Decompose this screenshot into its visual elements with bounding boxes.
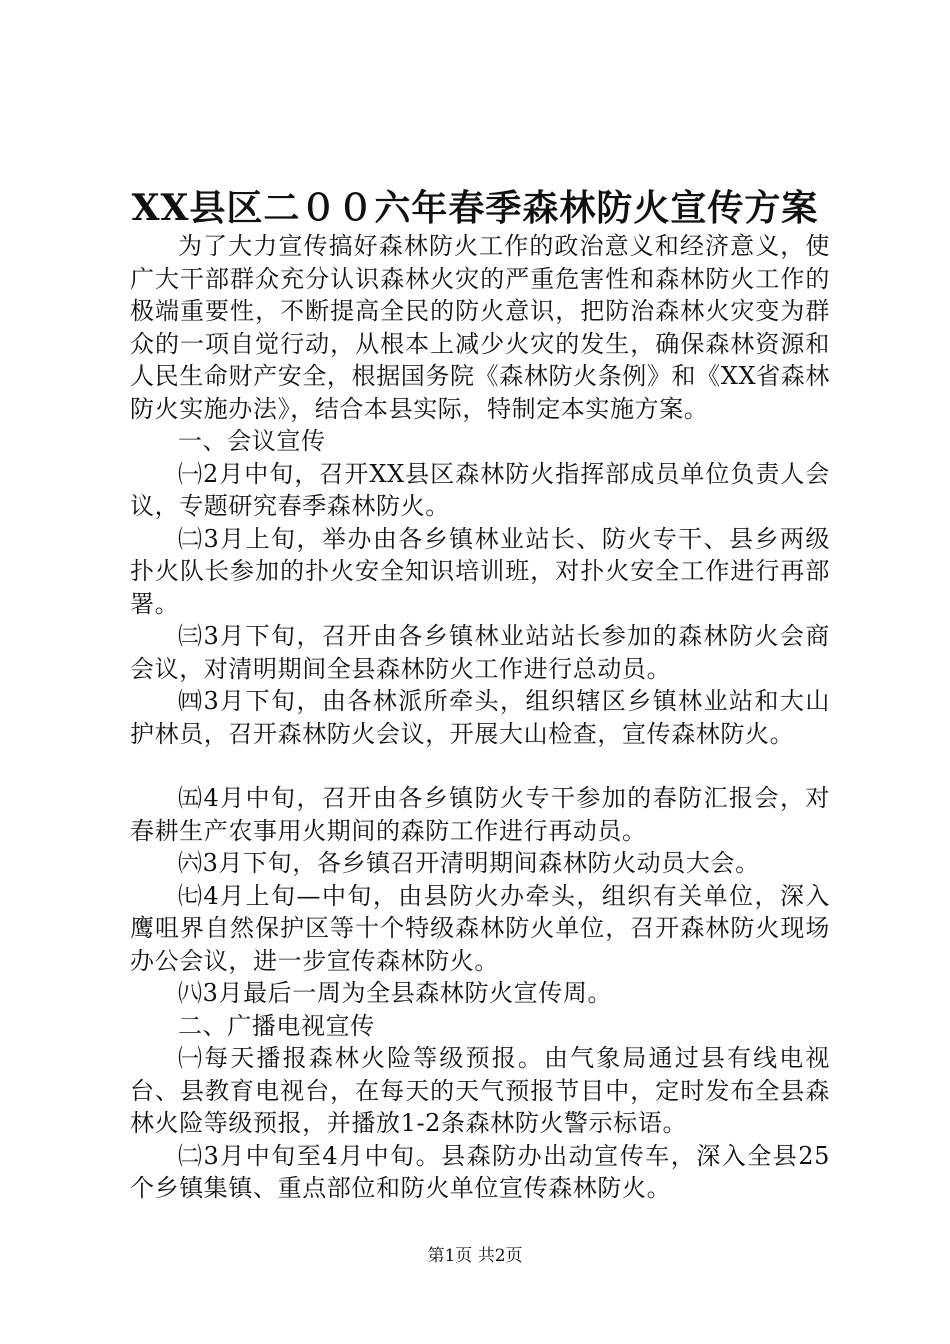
meeting-item-5: ㈤4月中旬，召开由各乡镇防火专干参加的春防汇报会，对春耕生产农事用火期间的森防工作进行再动员。 [130, 784, 830, 845]
broadcast-item-1: ㈠每天播报森林火险等级预报。由气象局通过县有线电视台、县教育电视台，在每天的天气预报节目中，定时发布全县森林火险等级预报，并播放1-2条森林防火警示标语。 [130, 1044, 830, 1137]
broadcast-item-2: ㈡3月中旬至4月中旬。县森防办出动宣传车，深入全县25个乡镇集镇、重点部位和防火单位宣传森林防火。 [130, 1141, 830, 1202]
meeting-item-3: ㈢3月下旬，召开由各乡镇林业站站长参加的森林防火会商会议，对清明期间全县森林防火工作进行总动员。 [130, 622, 830, 683]
document-body [130, 230, 830, 1205]
meeting-item-6: ㈥3月下旬，各乡镇召开清明期间森林防火动员大会。 [178, 849, 760, 877]
document-title: XX县区二００六年春季森林防火宣传方案 [131, 187, 819, 229]
section-heading-meetings: 一、会议宣传 [178, 427, 326, 455]
page-number-footer: 第1页 共2页 [427, 1246, 523, 1266]
meeting-item-8: ㈧3月最后一周为全县森林防火宣传周。 [178, 979, 613, 1007]
meeting-item-4: ㈣3月下旬，由各林派所牵头，组织辖区乡镇林业站和大山护林员，召开森林防火会议，开展大山检查，宣传森林防火。 [130, 687, 830, 748]
meeting-item-7: ㈦4月上旬—中旬，由县防火办牵头，组织有关单位，深入鹰咀界自然保护区等十个特级森林防火单位，召开森林防火现场办公会议，进一步宣传森林防火。 [130, 881, 830, 975]
section-heading-broadcast: 二、广播电视宣传 [178, 1011, 375, 1040]
meeting-item-2: ㈡3月上旬，举办由各乡镇林业站长、防火专干、县乡两级扑火队长参加的扑火安全知识培训班，对扑火安全工作进行再部署。 [130, 524, 830, 618]
meeting-item-1: ㈠2月中旬，召开XX县区森林防火指挥部成员单位负责人会议，专题研究春季森林防火。 [130, 459, 830, 520]
intro-paragraph: 为了大力宣传搞好森林防火工作的政治意义和经济意义，使广大干部群众充分认识森林火灾的严重危害性和森林防火工作的极端重要性，不断提高全民的防火意识，把防治森林火灾变为群众的一项自觉行动，从根本上减少火灾的发生，确保森林资源和人民生命财产安全，根据国务院《森林防火条例》和《XX省森林防火实施办法》，结合本县实际，特制定本实施方案。 [130, 232, 830, 423]
